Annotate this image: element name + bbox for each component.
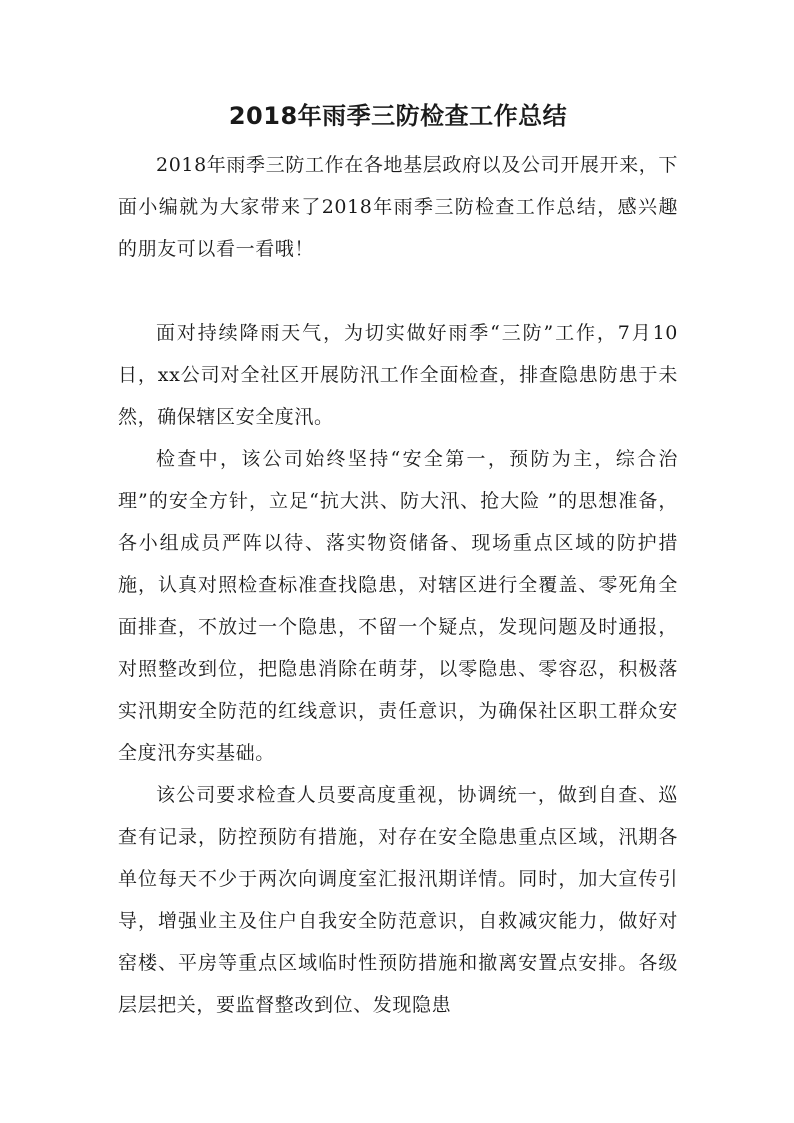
document-title: 2018年雨季三防检查工作总结 (228, 102, 568, 130)
body-paragraph-1: 面对持续降雨天气，为切实做好雨季“三防”工作，7月10日，xx公司对全社区开展防汛工作全面检查，排查隐患防患于未然，确保辖区安全度汛。 (118, 322, 678, 428)
intro-paragraph: 2018年雨季三防工作在各地基层政府以及公司开展开来，下面小编就为大家带来了2018年雨季三防检查工作总结，感兴趣的朋友可以看一看哦！ (118, 154, 678, 260)
document-body (118, 98, 678, 1026)
body-paragraph-3: 该公司要求检查人员要高度重视，协调统一，做到自查、巡查有记录，防控预防有措施，对存在安全隐患重点区域，汛期各单位每天不少于两次向调度室汇报汛期详情。同时，加大宣传引导，增强业主及住户自我安全防范意识，自救减灾能力，做好对窑楼、平房等重点区域临时性预防措施和撤离安置点安排。各级层层把关，要监督整改到位、发现隐患 (118, 784, 678, 1016)
paragraph-gap (118, 270, 678, 312)
body-paragraph-2: 检查中，该公司始终坚持“安全第一，预防为主，综合治理”的安全方针，立足“抗大洪、防大汛、抢大险 ”的思想准备，各小组成员严阵以待、落实物资储备、现场重点区域的防护措施，认真对照检查标准查找隐患，对辖区进行全覆盖、零死角全面排查，不放过一个隐患，不留一个疑点，发现问题及时通报，对照整改到位，把隐患消除在萌芽，以零隐患、零容忍，积极落实汛期安全防范的红线意识，责任意识，为确保社区职工群众安全度汛夯实基础。 (118, 448, 678, 764)
